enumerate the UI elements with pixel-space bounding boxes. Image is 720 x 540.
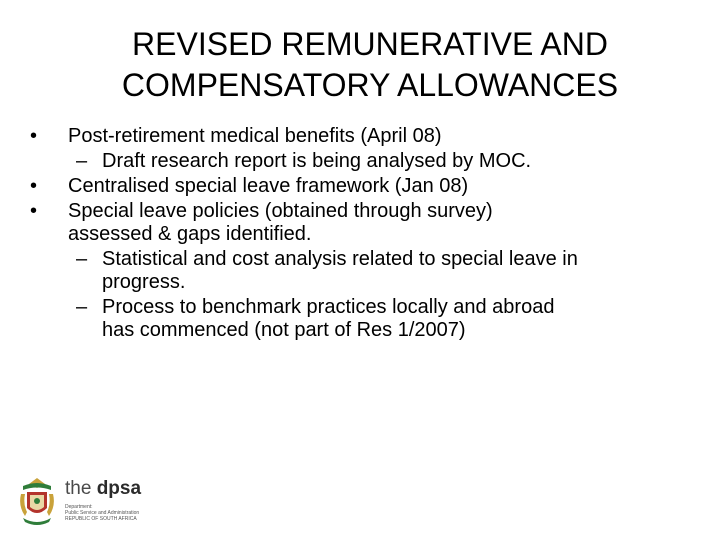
bullet-text: Centralised special leave framework (Jan 08) — [68, 175, 469, 197]
sub-bullet-item — [0, 150, 720, 173]
bullet-item — [0, 125, 720, 148]
bullet-text: Special leave policies (obtained through survey) — [68, 200, 493, 222]
coat-of-arms-icon — [15, 476, 59, 528]
sub-bullet-item — [0, 248, 720, 294]
title-line-1: REVISED REMUNERATIVE AND — [132, 26, 608, 62]
dpsa-logo — [15, 476, 215, 532]
sub-bullet-marker: – — [76, 296, 88, 318]
brand-wordmark: dpsa — [96, 478, 142, 499]
bullet-item — [0, 200, 720, 246]
brand-sub-line-2: Public Service and Administration — [65, 510, 140, 516]
brand-subtitle — [65, 504, 185, 522]
brand-prefix: the — [65, 478, 97, 499]
bullet-marker: • — [30, 175, 38, 197]
sub-bullet-text-continued: has commenced (not part of Res 1/2007) — [102, 319, 466, 341]
sub-bullet-item — [0, 296, 720, 342]
sub-bullet-text: Draft research report is being analysed by MOC. — [102, 150, 532, 172]
slide-title — [60, 24, 680, 106]
sub-bullet-text-continued: progress. — [102, 271, 186, 293]
brand-name — [65, 478, 141, 500]
bullet-item — [0, 175, 720, 198]
bullet-list — [0, 125, 720, 344]
brand-sub-line-1: Department: — [65, 504, 93, 510]
sub-bullet-text: Statistical and cost analysis related to special leave in — [102, 248, 578, 270]
sub-bullet-marker: – — [76, 150, 88, 172]
bullet-marker: • — [30, 200, 38, 222]
sub-bullet-text: Process to benchmark practices locally and abroad — [102, 296, 555, 318]
sub-bullet-marker: – — [76, 248, 88, 270]
brand-sub-line-3: REPUBLIC OF SOUTH AFRICA — [65, 516, 137, 522]
title-line-2: COMPENSATORY ALLOWANCES — [121, 67, 619, 103]
bullet-text-continued: assessed & gaps identified. — [68, 223, 312, 245]
bullet-text: Post-retirement medical benefits (April 08) — [68, 125, 442, 147]
bullet-marker: • — [30, 125, 38, 147]
